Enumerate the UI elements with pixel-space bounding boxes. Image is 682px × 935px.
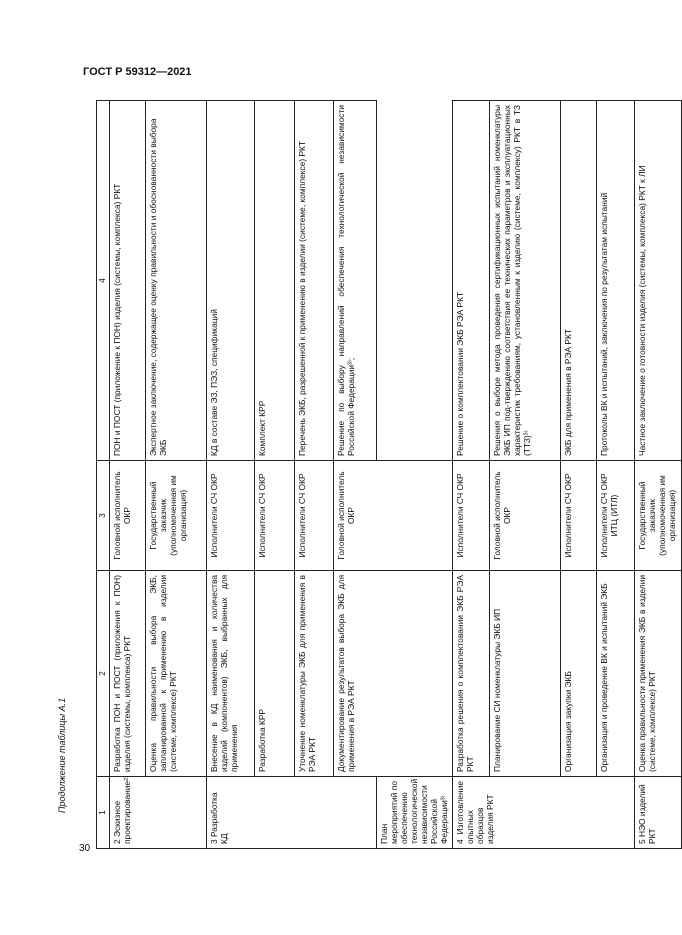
work-cell: Организация закупки ЭКБ xyxy=(560,571,596,777)
document-header: ГОСТ Р 59312—2021 xyxy=(83,66,192,78)
work-cell: Разработка решения о комплектовании ЭКБ РЭА РКТ xyxy=(452,571,489,777)
executor-cell: Государственный заказчик (уполномоченная им организация) xyxy=(146,461,207,571)
work-cell: Оценка правильности выбора ЭКБ, запланированной к применению в изделии (системе, комплексе) РКТ xyxy=(146,571,207,777)
table-row xyxy=(110,101,146,849)
result-cell: Комплект КРР xyxy=(255,101,295,461)
result-cell: ПОН и ПОСТ (приложение к ПОН) изделия (системы, комплекса) РКТ xyxy=(110,101,146,461)
result-cell: Перечень ЭКБ, разрешенной к применению в изделии (системе, комплексе) РКТ xyxy=(295,101,334,461)
executor-cell: Государственный заказчик (уполномоченная им организация) xyxy=(634,461,681,571)
col-number-4: 4 xyxy=(97,101,110,461)
table-row xyxy=(560,101,596,849)
work-cell: Документирование результатов выбора ЭКБ для применения в РЭА РКТ xyxy=(334,571,453,777)
executor-cell: Головной исполнитель ОКР xyxy=(489,461,560,571)
table-row xyxy=(634,101,681,849)
result-cell: ЭКБ для применения в РЭА РКТ xyxy=(560,101,596,461)
table-caption: Продолжение таблицы А.1 xyxy=(57,697,67,813)
table-row xyxy=(295,101,334,849)
result-cell: Решения о выборе метода проведения сертификационных испытаний номенклатуры ЭКБ ИП под-тверждению соответствия ее технических параметров и эксплуатационных характеристик требованиям, установленным к изделию (системе, комплексу) РКТ в ТЗ (ТТЗ)³⁾ xyxy=(489,101,560,461)
executor-cell: Исполнители СЧ ОКР ИТЦ (ИТЛ) xyxy=(596,461,634,571)
executor-cell: Головной исполнитель ОКР xyxy=(334,461,453,571)
page-number: 30 xyxy=(79,843,91,854)
result-cell: Экспертное заключение, содержащее оценку правильности и обоснованности выбора ЭКБ xyxy=(146,101,207,461)
work-cell: Внесение в КД наименования и количества изделий (компонентов) ЭКБ, выбранных для применения xyxy=(207,571,255,777)
work-cell: Уточнение номенклатуры ЭКБ для применения в РЭА РКТ xyxy=(295,571,334,777)
table-row xyxy=(452,101,489,849)
executor-cell: Исполнители СЧ ОКР xyxy=(207,461,255,571)
result-cell: Решение о комплектовании ЭКБ РЭА РКТ xyxy=(452,101,489,461)
result-cell: Частное заключение о готовности изделия (системы, комплекса) РКТ к ЛИ xyxy=(634,101,681,461)
result-cell: Решение по выбору направлений обеспечения технологической независимости Российской Федерации³⁾; xyxy=(334,101,377,461)
table-row xyxy=(207,101,255,849)
stages-table xyxy=(96,100,682,849)
executor-cell: Исполнители СЧ ОКР xyxy=(560,461,596,571)
work-cell: Организация и проведение ВК и испытаний ЭКБ xyxy=(596,571,634,777)
work-cell: Оценка правильности применения ЭКБ в изделии (системе, комплексе) РКТ xyxy=(634,571,681,777)
table-row xyxy=(255,101,295,849)
col-number-1: 1 xyxy=(97,777,110,849)
work-cell: Разработка КРР xyxy=(255,571,295,777)
table-row xyxy=(334,101,377,849)
work-cell: Планирование СИ номенклатуры ЭКБ ИП xyxy=(489,571,560,777)
col-number-3: 3 xyxy=(97,461,110,571)
rotated-table-container xyxy=(96,101,677,849)
stage-cell: 3 Разработка КД xyxy=(207,777,377,849)
table-row xyxy=(596,101,634,849)
col-number-2: 2 xyxy=(97,571,110,777)
executor-cell: Головной исполнитель ОКР xyxy=(110,461,146,571)
result-cell: Протоколы ВК и испытаний, заключения по результатам испытаний xyxy=(596,101,634,461)
result-cell: План мероприятий по обеспечению технологической независимости Российской Федерации³⁾ xyxy=(377,777,453,849)
executor-cell: Исполнители СЧ ОКР xyxy=(295,461,334,571)
result-cell: КД в составе ЭЗ, ПЭЗ, спецификаций xyxy=(207,101,255,461)
table-row xyxy=(146,101,207,849)
column-number-row xyxy=(97,101,110,849)
stage-cell: 2 Эскизное проектирование²⁾ xyxy=(110,777,207,849)
table-row xyxy=(489,101,560,849)
work-cell: Разработка ПОН и ПОСТ (приложения к ПОН) изделия (системы, комплекса) РКТ xyxy=(110,571,146,777)
stage-cell: 5 НЭО изделий РКТ xyxy=(634,777,681,849)
executor-cell: Исполнители СЧ ОКР xyxy=(452,461,489,571)
stage-cell: 4 Изготовление опытных образцов изделия РКТ xyxy=(452,777,634,849)
executor-cell: Исполнители СЧ ОКР xyxy=(255,461,295,571)
